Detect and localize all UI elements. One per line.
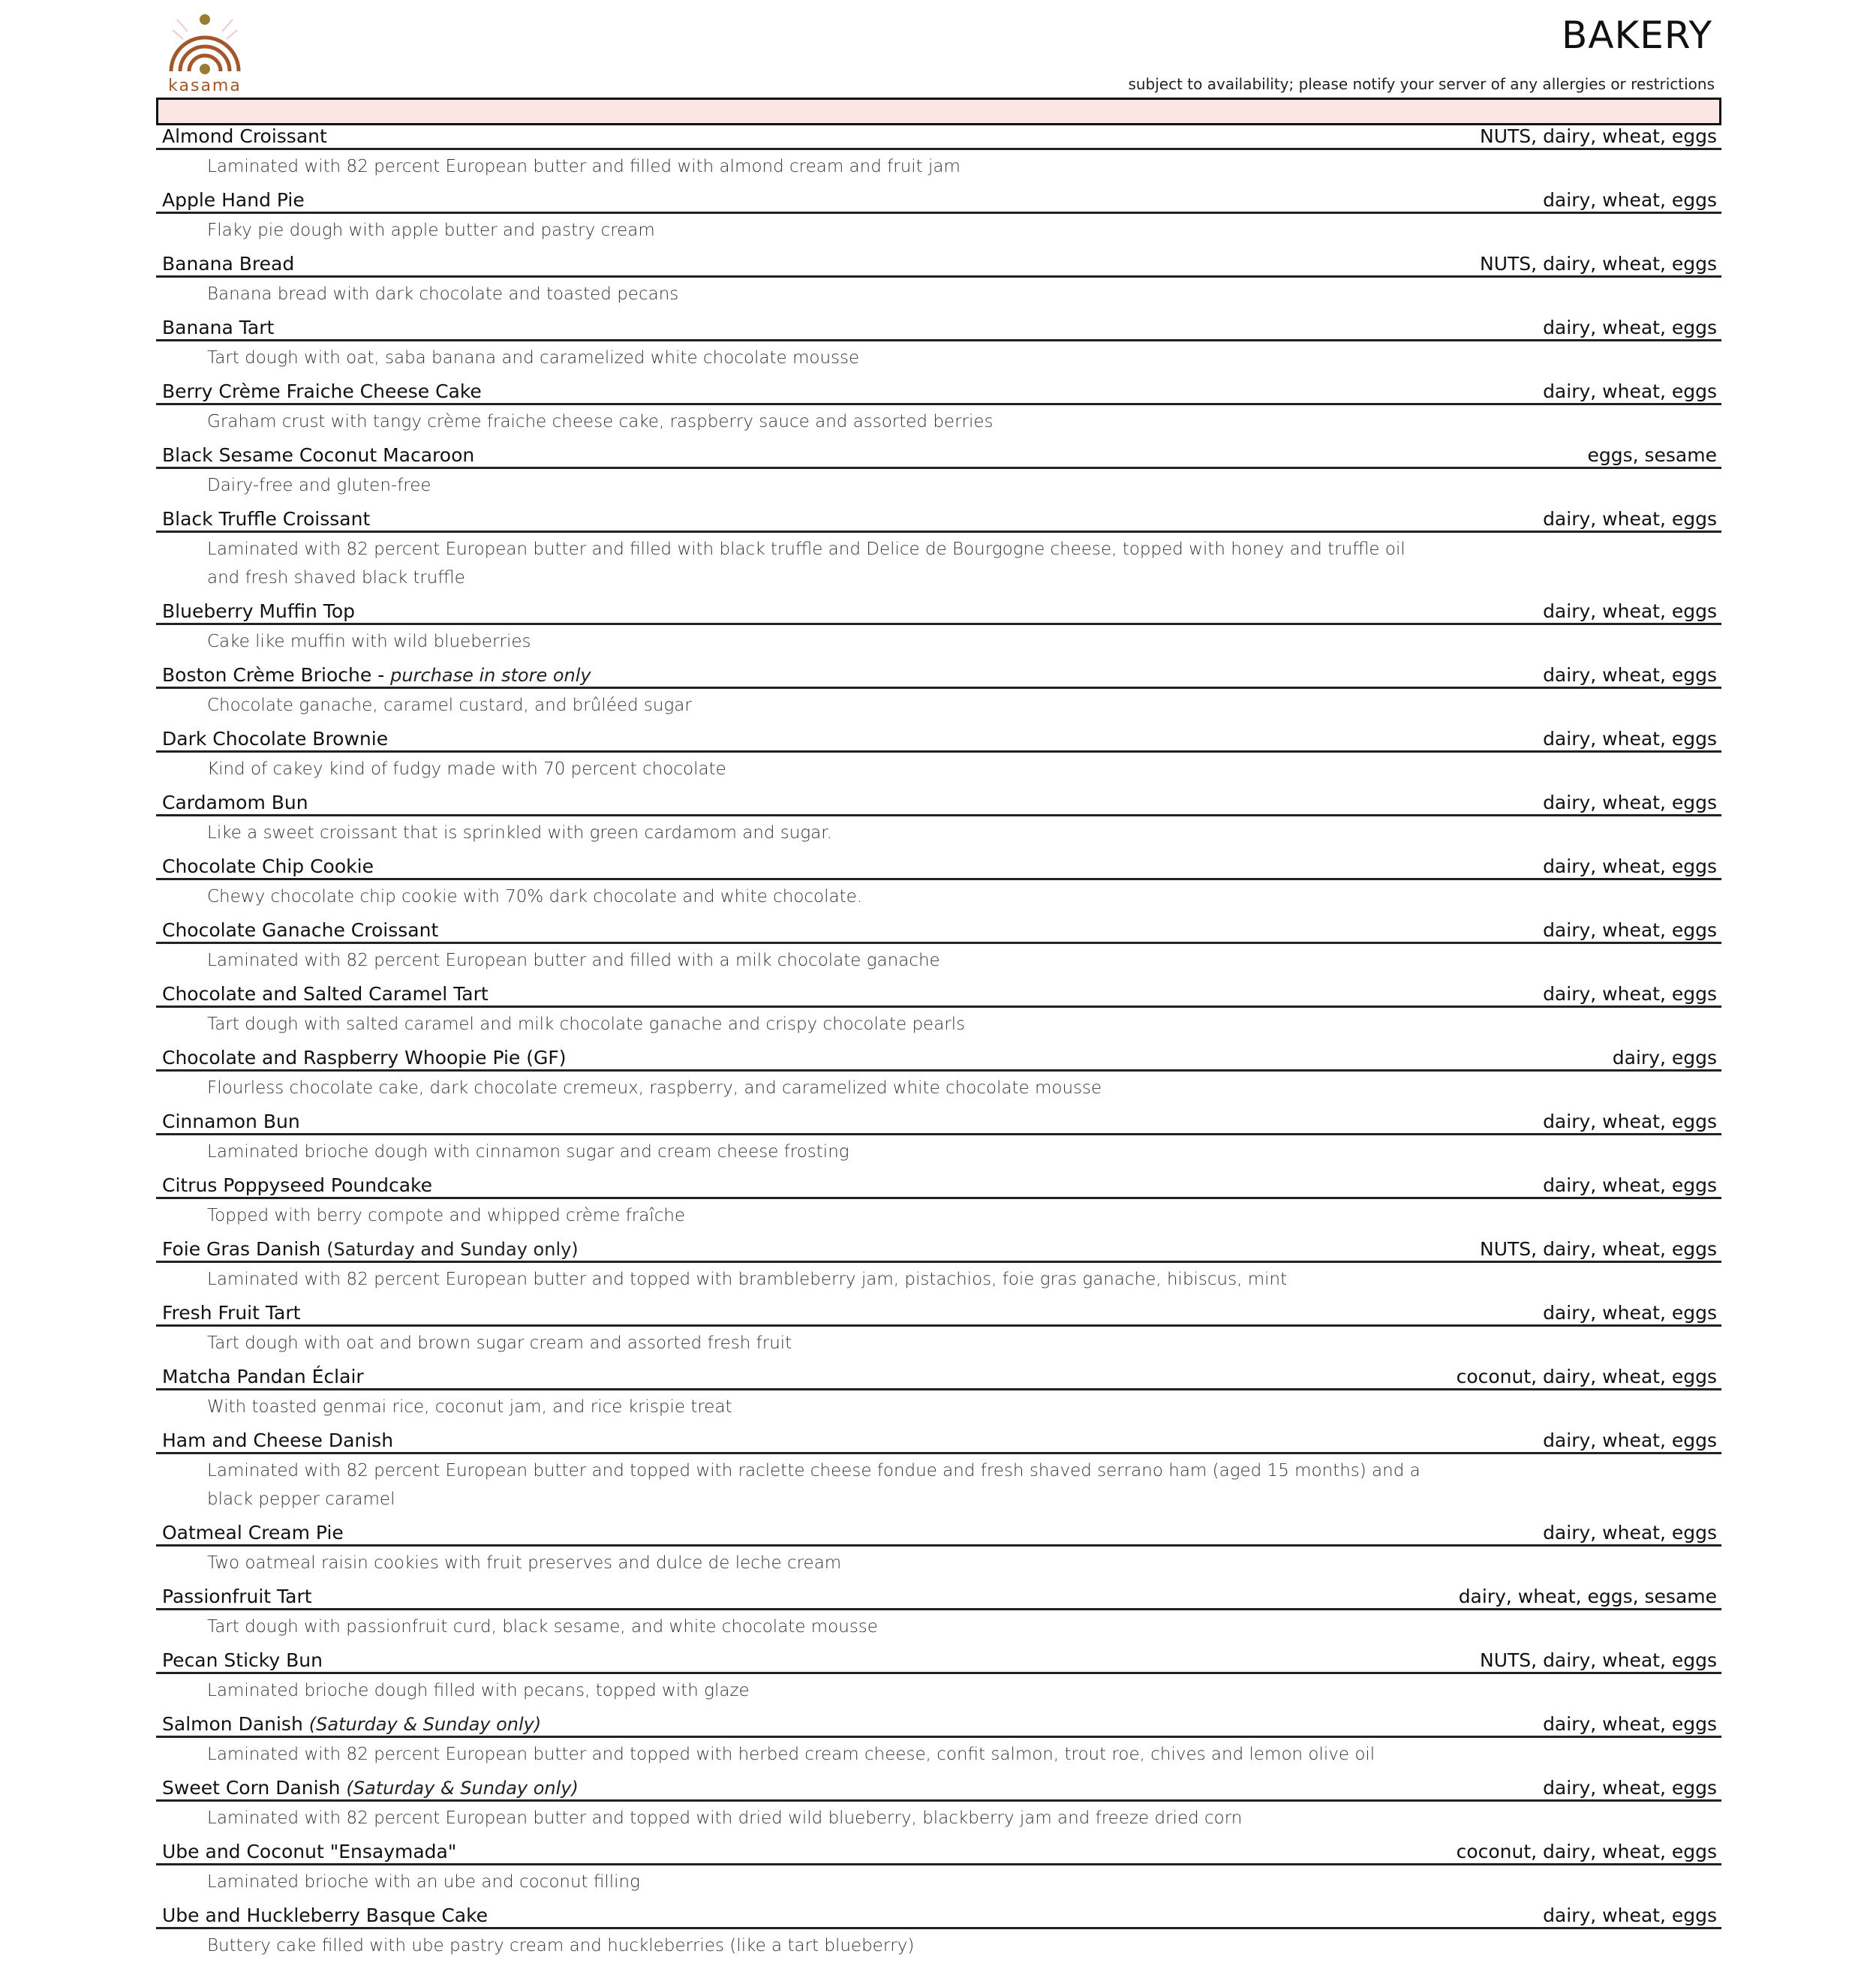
menu-item-name [162, 1302, 300, 1324]
rainbow-logo-icon [164, 8, 246, 75]
menu-item-row [156, 662, 1721, 689]
menu-item-description: Laminated brioche dough filled with pecans, topped with glaze [207, 1681, 750, 1700]
allergen-list: NUTS, dairy, wheat, eggs [1480, 1238, 1717, 1260]
item-name-text: Fresh Fruit Tart [162, 1302, 301, 1324]
menu-item-description: Like a sweet croissant that is sprinkled with green cardamom and sugar. [207, 823, 832, 843]
availability-note: (Saturday and Sunday only) [326, 1239, 579, 1260]
allergen-list: NUTS, dairy, wheat, eggs [1480, 125, 1717, 147]
menu-item-name [162, 664, 591, 687]
allergen-list: dairy, wheat, eggs [1543, 380, 1717, 402]
allergen-list: dairy, wheat, eggs [1543, 728, 1717, 750]
item-name-text: Banana Tart [162, 317, 275, 338]
menu-item-name [162, 253, 294, 275]
menu-item-description: With toasted genmai rice, coconut jam, and rice krispie treat [207, 1397, 732, 1417]
menu-item-description: Tart dough with passionfruit curd, black sesame, and white chocolate mousse [207, 1617, 878, 1637]
allergen-list: dairy, wheat, eggs [1543, 1111, 1717, 1132]
menu-item-name [162, 919, 438, 942]
item-name-text: Chocolate Chip Cookie [162, 855, 374, 877]
menu-item-name [162, 792, 308, 814]
menu-item-row [156, 1647, 1721, 1674]
menu-item-description: Cake like muffin with wild blueberries [207, 632, 531, 651]
menu-item-row [156, 1775, 1721, 1802]
allergen-list: dairy, wheat, eggs [1543, 664, 1717, 686]
menu-item-name [162, 1522, 344, 1544]
item-name-text: Banana Bread [162, 253, 295, 275]
menu-item-row [156, 1300, 1721, 1327]
item-name-text: Oatmeal Cream Pie [162, 1522, 344, 1544]
menu-item-name [162, 1586, 312, 1608]
brand-logo [164, 8, 246, 98]
allergy-notice: subject to availability; please notify your server of any allergies or restrictions [1128, 75, 1715, 93]
menu-item-row [156, 506, 1721, 533]
menu-item-name [162, 855, 374, 878]
menu-item-description: Flourless chocolate cake, dark chocolate cremeux, raspberry, and caramelized white chocolate mousse [207, 1078, 1102, 1098]
allergen-list: dairy, wheat, eggs [1543, 1429, 1717, 1451]
menu-item-description: Chocolate ganache, caramel custard, and brûléed sugar [207, 696, 692, 715]
allergen-list: dairy, wheat, eggs [1543, 1174, 1717, 1196]
allergen-list: dairy, eggs [1612, 1047, 1717, 1069]
menu-item-row [156, 1583, 1721, 1610]
item-name-text: Berry Crème Fraiche Cheese Cake [162, 380, 482, 402]
menu-item-description: Laminated with 82 percent European butter and filled with black truffle and Delice de Bourgogne cheese, topped with honey and truffle oil and fresh shaved black truffle [207, 540, 1405, 588]
item-name-text: Blueberry Muffin Top [162, 600, 355, 622]
allergen-list: dairy, wheat, eggs [1543, 983, 1717, 1005]
page-title: BAKERY [1562, 14, 1712, 57]
menu-item-row [156, 726, 1721, 753]
menu-item-row [156, 917, 1721, 944]
allergen-list: dairy, wheat, eggs [1543, 1713, 1717, 1735]
menu-item-name [162, 1366, 364, 1388]
allergen-list: dairy, wheat, eggs, sesame [1458, 1586, 1717, 1607]
menu-item-row [156, 1172, 1721, 1199]
menu-item-name [162, 1777, 579, 1799]
availability-note: (Saturday & Sunday only) [346, 1778, 579, 1799]
menu-item-description: Laminated brioche with an ube and coconut filling [207, 1872, 640, 1892]
header-divider-bar [156, 98, 1721, 125]
menu-item-row [156, 598, 1721, 625]
menu-item-name [162, 1111, 300, 1133]
menu-item-name [162, 600, 355, 623]
menu-item-description: Two oatmeal raisin cookies with fruit preserves and dulce de leche cream [207, 1553, 842, 1573]
menu-item-row [156, 1363, 1721, 1390]
allergen-list: dairy, wheat, eggs [1543, 317, 1717, 338]
item-name-text: Chocolate and Raspberry Whoopie Pie (GF) [162, 1047, 567, 1069]
menu-item-description: Laminated with 82 percent European butter and topped with raclette cheese fondue and fresh shaved serrano ham (aged 15 months) and a black pepper caramel [207, 1461, 1421, 1509]
menu-item-name [162, 1047, 567, 1069]
allergen-list: dairy, wheat, eggs [1543, 792, 1717, 813]
menu-item-description: Tart dough with oat and brown sugar cream and assorted fresh fruit [207, 1333, 792, 1353]
item-name-text: Chocolate Ganache Croissant [162, 919, 439, 941]
item-name-text: Foie Gras Danish [162, 1238, 321, 1260]
menu-item-name [162, 444, 474, 467]
menu-item-description: Laminated with 82 percent European butter and topped with herbed cream cheese, confit salmon, trout roe, chives and lemon olive oil [207, 1745, 1375, 1764]
menu-item-description: Banana bread with dark chocolate and toasted pecans [207, 284, 679, 304]
allergen-list: dairy, wheat, eggs [1543, 189, 1717, 211]
menu-item-name [162, 728, 388, 750]
menu-item-description: Chewy chocolate chip cookie with 70% dark chocolate and white chocolate. [207, 887, 863, 906]
item-name-text: Sweet Corn Danish [162, 1777, 341, 1799]
item-name-text: Passionfruit Tart [162, 1586, 312, 1607]
menu-item-name [162, 125, 327, 148]
menu-item-row [156, 314, 1721, 341]
menu-item-description: Graham crust with tangy crème fraiche cheese cake, raspberry sauce and assorted berries [207, 412, 994, 431]
menu-item-description: Laminated brioche dough with cinnamon sugar and cream cheese frosting [207, 1142, 849, 1162]
menu-item-name [162, 508, 370, 531]
menu-item-description: Laminated with 82 percent European butter and topped with brambleberry jam, pistachios, foie gras ganache, hibiscus, mint [207, 1270, 1288, 1289]
logo-wordmark: kasama [168, 77, 242, 95]
allergen-list: dairy, wheat, eggs [1543, 855, 1717, 877]
availability-note: purchase in store only [390, 665, 591, 686]
allergen-list: NUTS, dairy, wheat, eggs [1480, 253, 1717, 275]
menu-item-name [162, 1649, 323, 1672]
menu-item-row [156, 1427, 1721, 1454]
menu-item-row [156, 853, 1721, 880]
menu-item-name [162, 1174, 432, 1197]
menu-item-row [156, 1108, 1721, 1135]
menu-list [156, 123, 1721, 1966]
menu-item-name [162, 983, 489, 1006]
allergen-list: dairy, wheat, eggs [1543, 1904, 1717, 1926]
allergen-list: dairy, wheat, eggs [1543, 919, 1717, 941]
item-name-text: Pecan Sticky Bun [162, 1649, 323, 1671]
menu-item-name [162, 380, 482, 403]
allergen-list: dairy, wheat, eggs [1543, 600, 1717, 622]
item-name-text: Salmon Danish [162, 1713, 303, 1735]
item-name-text: Cinnamon Bun [162, 1111, 300, 1132]
menu-item-description: Dairy-free and gluten-free [207, 476, 431, 495]
menu-item-row [156, 442, 1721, 469]
menu-item-description: Flaky pie dough with apple butter and pastry cream [207, 221, 655, 240]
item-name-text: Dark Chocolate Brownie [162, 728, 389, 750]
allergen-list: eggs, sesame [1587, 444, 1717, 466]
menu-item-row [156, 378, 1721, 405]
menu-item-row [156, 1045, 1721, 1072]
menu-item-description: Tart dough with salted caramel and milk chocolate ganache and crispy chocolate pearls [207, 1015, 966, 1034]
item-name-text: Ham and Cheese Danish [162, 1429, 394, 1451]
menu-item-name [162, 189, 305, 212]
allergen-list: coconut, dairy, wheat, eggs [1456, 1841, 1717, 1862]
availability-note: (Saturday & Sunday only) [308, 1714, 542, 1735]
menu-item-row [156, 981, 1721, 1008]
menu-item-row [156, 1520, 1721, 1547]
menu-item-description: Topped with berry compote and whipped crème fraîche [207, 1206, 686, 1225]
allergen-list: NUTS, dairy, wheat, eggs [1480, 1649, 1717, 1671]
menu-item-row [156, 789, 1721, 816]
menu-item-row [156, 187, 1721, 214]
menu-item-name [162, 1713, 541, 1736]
menu-item-description: Buttery cake filled with ube pastry cream and huckleberries (like a tart blueberry) [207, 1936, 915, 1955]
item-name-text: Apple Hand Pie [162, 189, 305, 211]
item-name-text: Black Truffle Croissant [162, 508, 371, 530]
item-name-text: Almond Croissant [162, 125, 327, 147]
menu-item-row [156, 123, 1721, 150]
item-name-text: Black Sesame Coconut Macaroon [162, 444, 475, 466]
menu-item-row [156, 1902, 1721, 1929]
menu-item-row [156, 1236, 1721, 1263]
menu-item-name [162, 317, 274, 339]
menu-item-row [156, 1711, 1721, 1738]
menu-item-name [162, 1429, 393, 1452]
allergen-list: coconut, dairy, wheat, eggs [1456, 1366, 1717, 1387]
item-name-text: Matcha Pandan Éclair [162, 1366, 364, 1387]
menu-item-row [156, 1838, 1721, 1865]
item-name-text: Cardamom Bun [162, 792, 308, 813]
item-name-text: Ube and Huckleberry Basque Cake [162, 1904, 489, 1926]
allergen-list: dairy, wheat, eggs [1543, 1777, 1717, 1799]
menu-item-description: Laminated with 82 percent European butter and filled with almond cream and fruit jam [207, 157, 961, 176]
item-name-text: Citrus Poppyseed Poundcake [162, 1174, 432, 1196]
menu-item-row [156, 251, 1721, 278]
menu-item-description: Laminated with 82 percent European butter and filled with a milk chocolate ganache [207, 951, 940, 970]
item-name-text: Ube and Coconut "Ensaymada" [162, 1841, 457, 1862]
menu-item-name [162, 1238, 579, 1261]
menu-item-description: Tart dough with oat, saba banana and caramelized white chocolate mousse [207, 348, 860, 368]
allergen-list: dairy, wheat, eggs [1543, 508, 1717, 530]
item-name-text: Chocolate and Salted Caramel Tart [162, 983, 489, 1005]
menu-item-description: Kind of cakey kind of fudgy made with 70 percent chocolate [207, 759, 726, 779]
menu-item-name [162, 1904, 488, 1927]
item-name-text: Boston Crème Brioche - [162, 664, 385, 686]
allergen-list: dairy, wheat, eggs [1543, 1302, 1717, 1324]
allergen-list: dairy, wheat, eggs [1543, 1522, 1717, 1544]
menu-item-description: Laminated with 82 percent European butter and topped with dried wild blueberry, blackberry jam and freeze dried corn [207, 1808, 1243, 1828]
menu-item-name [162, 1841, 456, 1863]
